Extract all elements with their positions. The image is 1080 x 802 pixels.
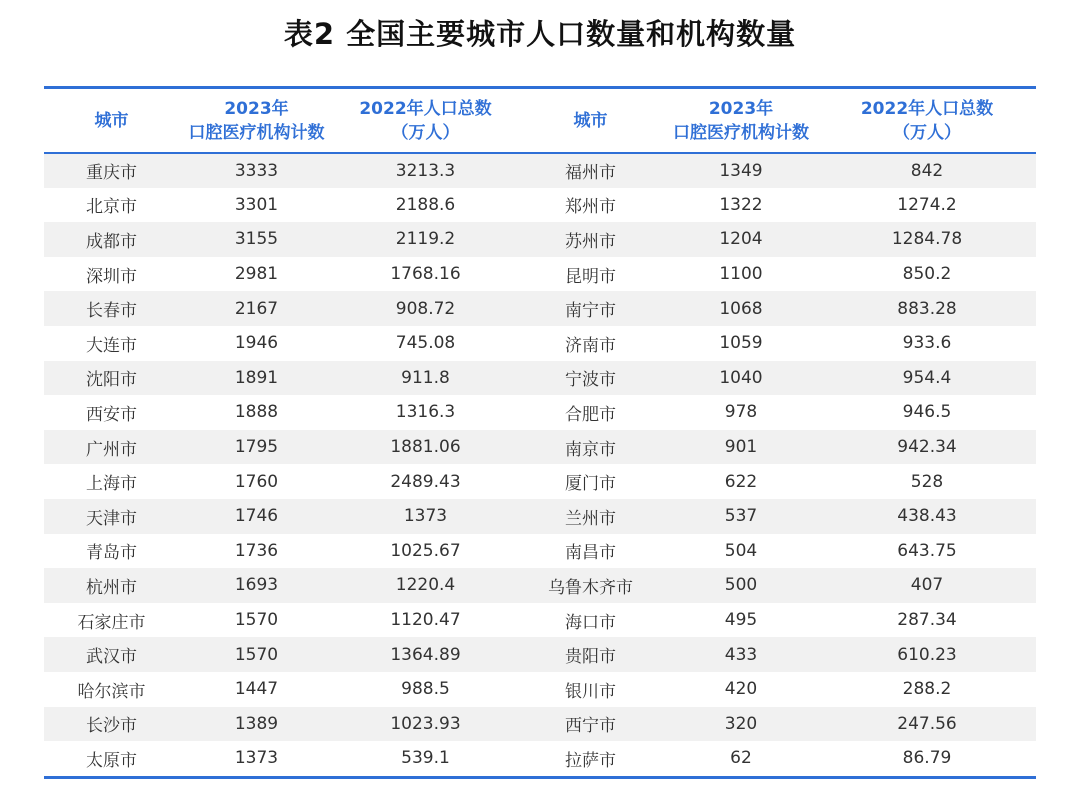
cell-population-right: 247.56 xyxy=(897,713,957,734)
cell-institutions-right: 1322 xyxy=(719,194,763,215)
cell-city-left: 青岛市 xyxy=(86,543,137,564)
cell-institutions-left: 1736 xyxy=(234,540,279,561)
cell-institutions-left: 1760 xyxy=(234,471,279,492)
cell-population-left: 2119.2 xyxy=(395,229,456,250)
cell-institutions-left: 1693 xyxy=(234,575,279,596)
cell-population-left: 1220.4 xyxy=(395,575,456,596)
header-city-left: 城市 xyxy=(94,110,129,131)
header-population-left: 2022年人口总数 （万人） xyxy=(359,98,492,143)
table-header-row xyxy=(44,89,1036,153)
table-body xyxy=(44,153,1036,776)
cell-institutions-left: 2981 xyxy=(234,264,279,285)
cell-institutions-left: 3155 xyxy=(234,229,279,250)
cell-city-left: 广州市 xyxy=(86,439,137,460)
cell-city-left: 北京市 xyxy=(86,197,137,218)
cell-city-left: 长沙市 xyxy=(86,716,137,737)
table-row xyxy=(44,257,1036,292)
cell-city-right: 苏州市 xyxy=(565,231,616,252)
cell-population-left: 539.1 xyxy=(401,748,450,769)
cell-institutions-right: 537 xyxy=(724,506,758,527)
header-institutions-left: 2023年 口腔医疗机构计数 xyxy=(188,98,325,143)
cell-institutions-left: 1746 xyxy=(234,506,279,527)
cell-institutions-left: 1891 xyxy=(234,367,279,388)
cell-institutions-left: 1946 xyxy=(234,333,279,354)
cell-population-left: 1316.3 xyxy=(395,402,456,423)
cell-population-right: 842 xyxy=(910,160,944,181)
table-row xyxy=(44,395,1036,430)
table-row xyxy=(44,188,1036,223)
cell-population-right: 438.43 xyxy=(897,506,957,527)
cell-population-left: 1881.06 xyxy=(390,437,461,458)
cell-institutions-left: 3333 xyxy=(234,160,279,181)
cell-institutions-left: 3301 xyxy=(234,194,279,215)
cell-city-left: 沈阳市 xyxy=(86,370,137,391)
cell-city-right: 南昌市 xyxy=(565,543,616,564)
cell-population-left: 745.08 xyxy=(395,333,456,354)
header-city-right: 城市 xyxy=(573,110,608,131)
cell-institutions-left: 1570 xyxy=(234,610,279,631)
cell-institutions-right: 1040 xyxy=(719,367,763,388)
cell-institutions-right: 495 xyxy=(724,610,758,631)
cell-city-right: 郑州市 xyxy=(565,197,616,218)
cell-city-right: 合肥市 xyxy=(565,404,616,425)
cell-population-right: 1274.2 xyxy=(897,194,957,215)
cell-city-left: 哈尔滨市 xyxy=(77,681,146,702)
cell-population-right: 643.75 xyxy=(897,540,957,561)
cell-city-right: 乌鲁木齐市 xyxy=(548,577,633,598)
cell-city-left: 成都市 xyxy=(86,231,137,252)
cell-population-left: 1120.47 xyxy=(390,610,461,631)
table-row xyxy=(44,326,1036,361)
cell-population-left: 911.8 xyxy=(401,367,450,388)
cell-city-left: 西安市 xyxy=(86,404,137,425)
cell-population-left: 2489.43 xyxy=(390,471,461,492)
table-row xyxy=(44,291,1036,326)
cell-city-right: 海口市 xyxy=(565,612,616,633)
cell-institutions-right: 1349 xyxy=(719,160,763,181)
cell-institutions-left: 1373 xyxy=(234,748,279,769)
cell-city-left: 太原市 xyxy=(86,750,137,771)
table-row xyxy=(44,361,1036,396)
cell-institutions-left: 1888 xyxy=(234,402,279,423)
cell-city-left: 杭州市 xyxy=(86,577,137,598)
cell-population-right: 610.23 xyxy=(897,644,957,665)
cell-institutions-right: 504 xyxy=(724,540,758,561)
header-institutions-right: 2023年 口腔医疗机构计数 xyxy=(673,98,809,143)
cell-city-right: 厦门市 xyxy=(565,474,616,495)
cell-institutions-right: 1100 xyxy=(719,264,763,285)
cell-city-right: 西宁市 xyxy=(565,716,616,737)
cell-city-right: 南京市 xyxy=(565,439,616,460)
table-row xyxy=(44,499,1036,534)
cell-institutions-right: 420 xyxy=(724,679,758,700)
cell-city-left: 重庆市 xyxy=(86,163,137,184)
cell-population-left: 2188.6 xyxy=(395,194,456,215)
header-population-right: 2022年人口总数 （万人） xyxy=(860,98,994,143)
cell-institutions-right: 901 xyxy=(724,437,758,458)
cell-population-left: 1023.93 xyxy=(390,713,461,734)
cell-population-left: 1364.89 xyxy=(390,644,461,665)
cell-city-left: 深圳市 xyxy=(86,266,137,287)
cell-city-right: 银川市 xyxy=(565,681,616,702)
cell-institutions-left: 1389 xyxy=(234,713,279,734)
cell-population-left: 3213.3 xyxy=(395,160,456,181)
cell-population-right: 883.28 xyxy=(897,298,957,319)
table-row xyxy=(44,464,1036,499)
table-row xyxy=(44,568,1036,603)
cell-city-left: 大连市 xyxy=(86,335,137,356)
cell-city-right: 兰州市 xyxy=(565,508,616,529)
cell-institutions-right: 978 xyxy=(724,402,758,423)
cell-city-right: 济南市 xyxy=(565,335,616,356)
cell-population-left: 1025.67 xyxy=(390,540,461,561)
cell-population-right: 946.5 xyxy=(902,402,952,423)
table-row xyxy=(44,534,1036,569)
city-data-table xyxy=(44,89,1036,776)
cell-institutions-right: 1204 xyxy=(719,229,763,250)
cell-population-right: 528 xyxy=(910,471,944,492)
cell-institutions-left: 1795 xyxy=(234,437,279,458)
table-title: 表2 全国主要城市人口数量和机构数量 xyxy=(283,17,797,51)
cell-population-right: 1284.78 xyxy=(891,229,963,250)
table-row xyxy=(44,222,1036,257)
table-row xyxy=(44,153,1036,188)
cell-population-right: 850.2 xyxy=(902,264,952,285)
cell-institutions-right: 1068 xyxy=(719,298,763,319)
cell-institutions-right: 622 xyxy=(724,471,758,492)
cell-population-right: 933.6 xyxy=(902,333,952,354)
cell-city-left: 天津市 xyxy=(86,508,137,529)
cell-institutions-right: 433 xyxy=(724,644,758,665)
cell-institutions-left: 1570 xyxy=(234,644,279,665)
cell-population-right: 942.34 xyxy=(897,437,957,458)
cell-city-left: 武汉市 xyxy=(86,647,137,668)
cell-city-right: 宁波市 xyxy=(565,370,616,391)
city-data-table-container xyxy=(44,86,1036,779)
table-row xyxy=(44,707,1036,742)
cell-population-left: 1373 xyxy=(403,506,448,527)
cell-institutions-right: 320 xyxy=(724,713,758,734)
cell-institutions-left: 1447 xyxy=(234,679,279,700)
table-row xyxy=(44,741,1036,776)
cell-population-left: 908.72 xyxy=(395,298,456,319)
cell-population-right: 954.4 xyxy=(902,367,952,388)
cell-city-right: 贵阳市 xyxy=(565,647,616,668)
cell-institutions-right: 500 xyxy=(724,575,758,596)
cell-population-right: 287.34 xyxy=(897,610,957,631)
cell-population-right: 407 xyxy=(910,575,944,596)
cell-population-left: 988.5 xyxy=(401,679,450,700)
cell-population-right: 86.79 xyxy=(902,748,952,769)
cell-city-left: 长春市 xyxy=(86,301,137,322)
table-row xyxy=(44,603,1036,638)
cell-population-left: 1768.16 xyxy=(390,264,461,285)
cell-institutions-right: 62 xyxy=(730,748,752,769)
table-row xyxy=(44,672,1036,707)
cell-city-right: 昆明市 xyxy=(565,266,616,287)
cell-institutions-left: 2167 xyxy=(234,298,279,319)
cell-city-right: 拉萨市 xyxy=(565,750,616,771)
cell-city-right: 南宁市 xyxy=(565,301,616,322)
cell-city-left: 石家庄市 xyxy=(77,612,146,633)
cell-population-right: 288.2 xyxy=(902,679,952,700)
table-row xyxy=(44,430,1036,465)
table-row xyxy=(44,637,1036,672)
cell-city-right: 福州市 xyxy=(565,163,616,184)
cell-city-left: 上海市 xyxy=(86,474,137,495)
cell-institutions-right: 1059 xyxy=(719,333,763,354)
